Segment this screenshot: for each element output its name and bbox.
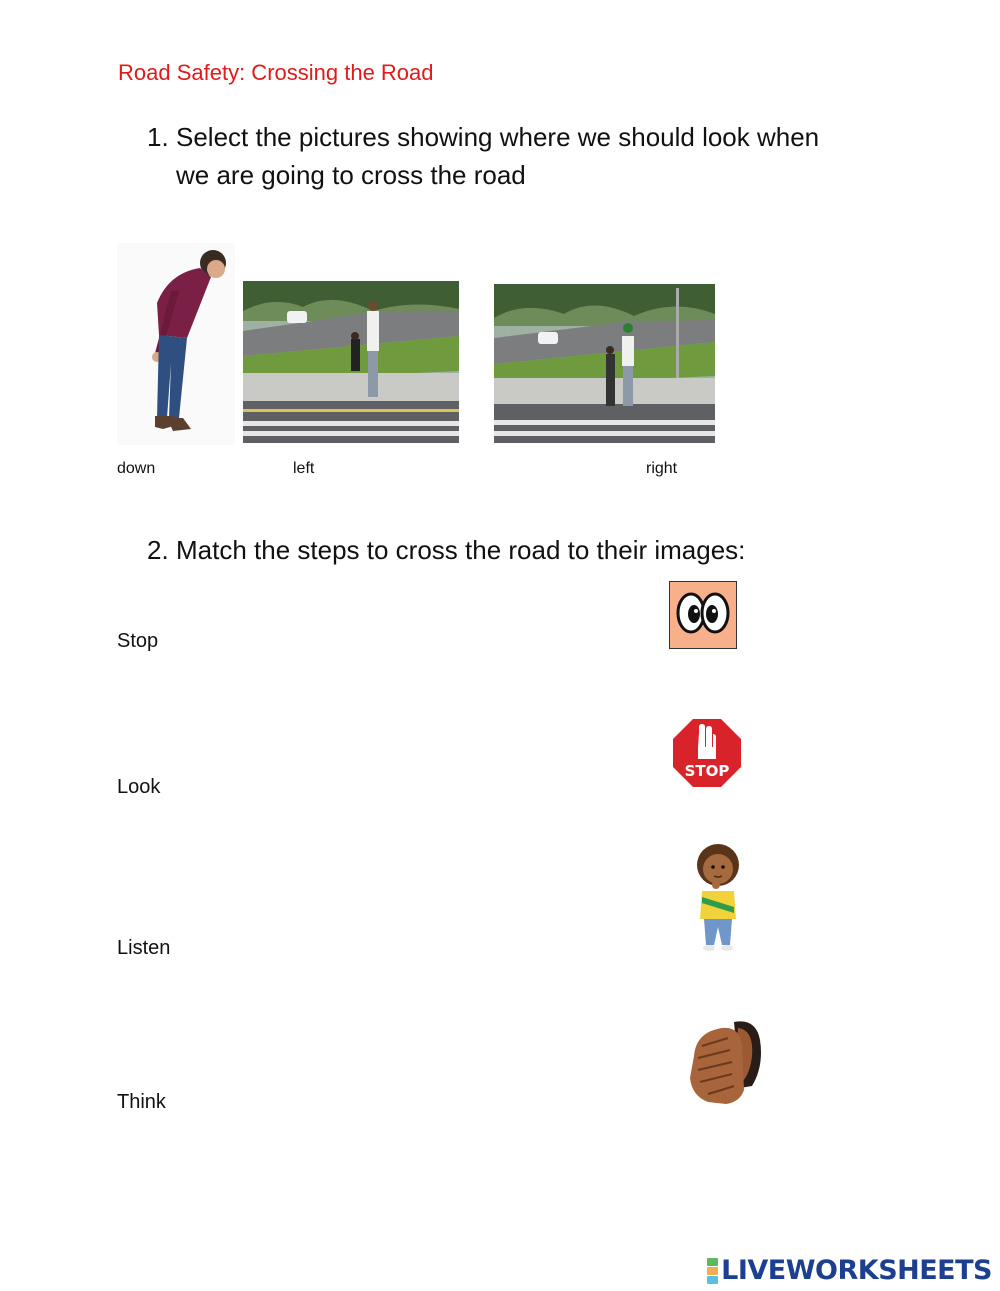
eyes-icon[interactable] bbox=[669, 581, 737, 649]
stop-sign-icon[interactable] bbox=[667, 713, 747, 793]
stop-sign-text: STOP bbox=[684, 762, 730, 780]
question-1-line-2: we are going to cross the road bbox=[176, 160, 526, 190]
caption-down: down bbox=[117, 460, 156, 477]
listening-ear-icon[interactable] bbox=[686, 1016, 776, 1106]
logo-square-blue bbox=[707, 1276, 718, 1284]
logo-text: LIVEWORKSHEETS bbox=[721, 1255, 992, 1286]
step-look[interactable]: Look bbox=[117, 776, 161, 798]
look-right-photo[interactable] bbox=[494, 284, 715, 443]
bending-man-picture[interactable] bbox=[117, 243, 235, 445]
step-stop[interactable]: Stop bbox=[117, 630, 159, 652]
look-left-photo[interactable] bbox=[243, 281, 459, 443]
question-1-line-1: Select the pictures showing where we should look when bbox=[176, 122, 820, 152]
question-2-number: 2. bbox=[147, 535, 169, 565]
thinking-child-icon[interactable] bbox=[690, 841, 746, 953]
road-scene-right bbox=[494, 284, 715, 443]
logo-square-green bbox=[707, 1258, 718, 1266]
question-2-text: Match the steps to cross the road to their images: bbox=[176, 535, 746, 565]
road-scene-left bbox=[243, 281, 459, 443]
question-2 bbox=[147, 531, 867, 569]
step-listen[interactable]: Listen bbox=[117, 937, 171, 959]
caption-right: right bbox=[646, 460, 678, 477]
liveworksheets-logo bbox=[707, 1255, 992, 1286]
step-think[interactable]: Think bbox=[117, 1091, 166, 1113]
worksheet-title: Road Safety: Crossing the Road bbox=[118, 60, 434, 85]
logo-squares bbox=[707, 1258, 718, 1284]
bending-man-illustration bbox=[117, 243, 235, 445]
caption-left: left bbox=[293, 460, 315, 477]
question-1-number: 1. bbox=[147, 122, 169, 152]
logo-square-orange bbox=[707, 1267, 718, 1275]
question-1 bbox=[147, 118, 867, 194]
